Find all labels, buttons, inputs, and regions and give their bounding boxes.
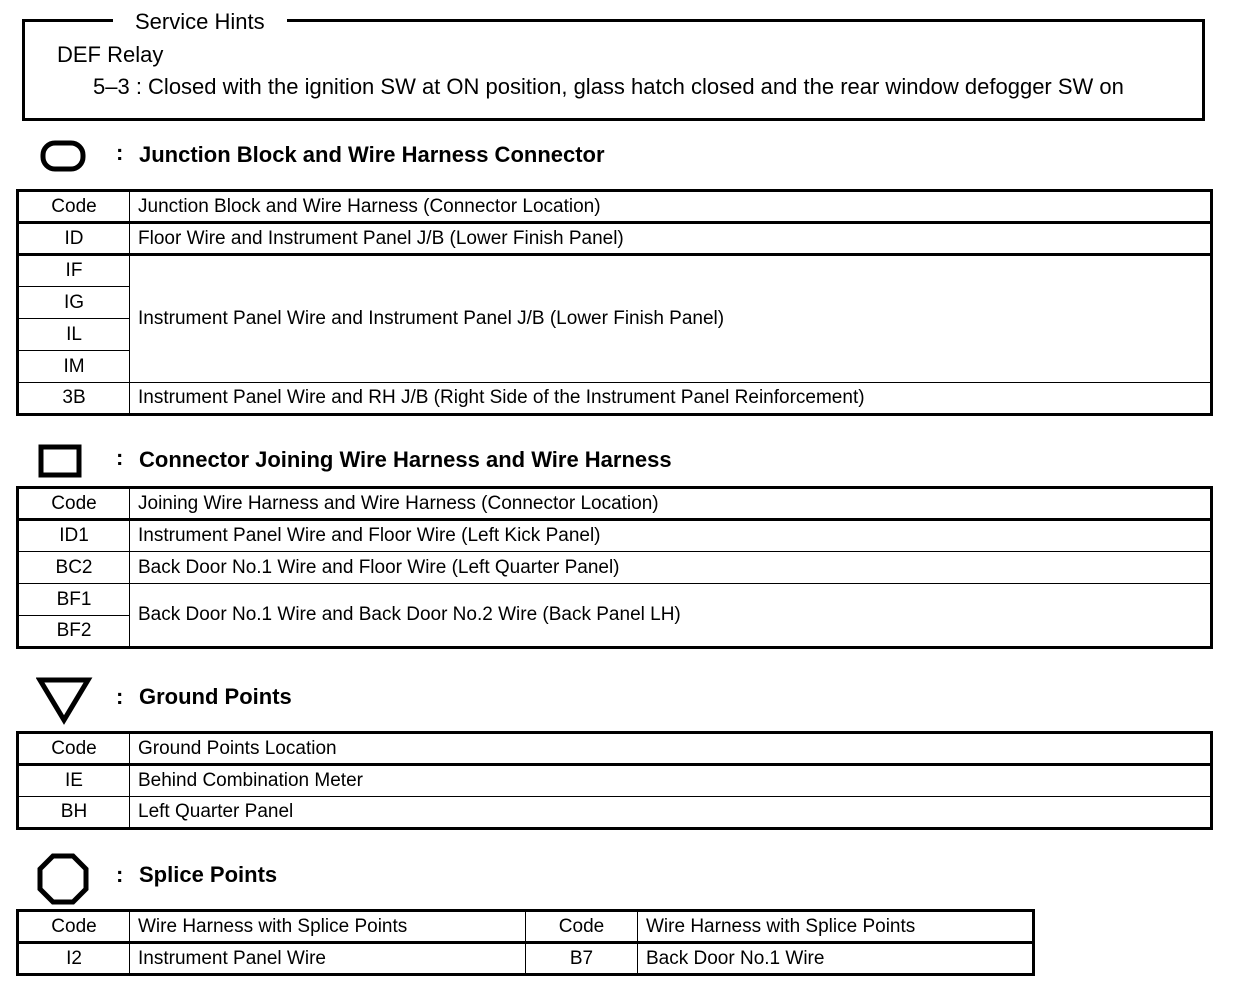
octagon-icon <box>36 852 96 906</box>
header-description: Junction Block and Wire Harness (Connector Location) <box>130 191 1212 223</box>
row-description: Back Door No.1 Wire and Back Door No.2 Wire (Back Panel LH) <box>130 584 1212 648</box>
header-code: Code <box>18 191 130 223</box>
row-code: IE <box>18 765 130 797</box>
header-code: Code <box>18 911 130 943</box>
row-description: Instrument Panel Wire and Floor Wire (Left Kick Panel) <box>130 520 1212 552</box>
connector-table <box>16 486 1213 649</box>
service-hints-title: Service Hints <box>113 10 287 34</box>
service-hints-box <box>22 9 1205 121</box>
row-code: BF1 <box>18 584 130 616</box>
table-row <box>18 520 1212 552</box>
section-title: Connector Joining Wire Harness and Wire Harness <box>139 447 672 472</box>
row-code: IL <box>18 319 130 351</box>
header-code-2: Code <box>526 911 638 943</box>
row-description: Back Door No.1 Wire and Floor Wire (Left Quarter Panel) <box>130 552 1212 584</box>
table-header-row <box>18 733 1212 765</box>
row-description: Behind Combination Meter <box>130 765 1212 797</box>
row-description: Floor Wire and Instrument Panel J/B (Lower Finish Panel) <box>130 223 1212 255</box>
row-code: ID <box>18 223 130 255</box>
service-hints-subtitle: DEF Relay <box>57 42 164 67</box>
row-code: ID1 <box>18 520 130 552</box>
table-row <box>18 383 1212 415</box>
row-code: IF <box>18 255 130 287</box>
row-description: Left Quarter Panel <box>130 797 1212 829</box>
splice-table <box>16 909 1035 976</box>
table-header-row <box>18 911 1034 943</box>
table-row <box>18 797 1212 829</box>
row-code: I2 <box>18 943 130 975</box>
section-title: Junction Block and Wire Harness Connector <box>139 142 605 167</box>
row-code: BF2 <box>18 616 130 648</box>
table-row <box>18 552 1212 584</box>
header-description-2: Wire Harness with Splice Points <box>638 911 1034 943</box>
rounded-rectangle-icon <box>36 138 92 176</box>
table-header-row <box>18 488 1212 520</box>
table-row <box>18 765 1212 797</box>
row-code: 3B <box>18 383 130 415</box>
triangle-icon <box>36 676 96 726</box>
section-title: Ground Points <box>139 684 292 709</box>
row-description: Instrument Panel Wire and RH J/B (Right Side of the Instrument Panel Reinforcement) <box>130 383 1212 415</box>
row-code: BH <box>18 797 130 829</box>
section-colon: : <box>116 445 124 470</box>
header-description: Joining Wire Harness and Wire Harness (Connector Location) <box>130 488 1212 520</box>
table-row <box>18 223 1212 255</box>
row-description-2: Back Door No.1 Wire <box>638 943 1034 975</box>
table-row <box>18 255 1212 287</box>
row-code: BC2 <box>18 552 130 584</box>
table-header-row <box>18 191 1212 223</box>
table-row <box>18 584 1212 616</box>
section-colon: : <box>116 862 124 887</box>
junction-table <box>16 189 1213 416</box>
ground-table <box>16 731 1213 830</box>
header-description: Ground Points Location <box>130 733 1212 765</box>
header-description: Wire Harness with Splice Points <box>130 911 526 943</box>
row-code: IG <box>18 287 130 319</box>
section-title: Splice Points <box>139 862 278 887</box>
table-row <box>18 943 1034 975</box>
section-colon: : <box>116 140 124 165</box>
header-code: Code <box>18 733 130 765</box>
square-icon <box>36 441 92 479</box>
row-code-2: B7 <box>526 943 638 975</box>
service-hints-line: 5–3 : Closed with the ignition SW at ON position, glass hatch closed and the rear window defogger SW on <box>93 74 1124 99</box>
row-code: IM <box>18 351 130 383</box>
section-colon: : <box>116 684 124 709</box>
row-description: Instrument Panel Wire and Instrument Panel J/B (Lower Finish Panel) <box>130 255 1212 383</box>
row-description: Instrument Panel Wire <box>130 943 526 975</box>
header-code: Code <box>18 488 130 520</box>
